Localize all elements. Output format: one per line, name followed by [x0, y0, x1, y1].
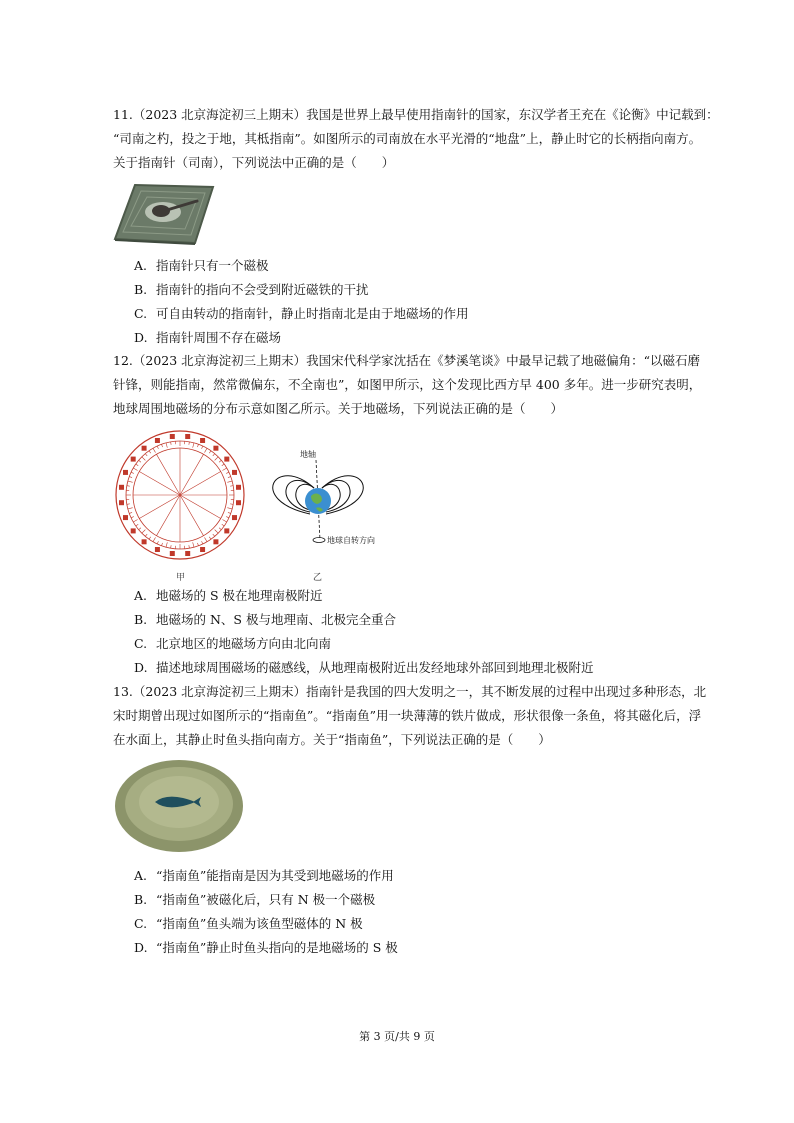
earth-axis-label: 地轴 [300, 450, 316, 459]
compass-rose-diagram [113, 428, 247, 562]
compass-glyph [213, 539, 218, 544]
compass-glyph [170, 434, 175, 439]
compass-glyph [232, 515, 237, 520]
compass-glyph [185, 551, 190, 556]
q11-option-d[interactable] [134, 330, 281, 346]
q12-line-2: 针锋，则能指南，然常微偏东，不全南也”，如图甲所示，这个发现比西方早 400 多年。进一步研究表明， [113, 377, 702, 392]
compass-glyph [236, 485, 241, 490]
compass-glyph [123, 470, 128, 475]
option-text: 指南针的指向不会受到附近磁铁的干扰 [156, 282, 369, 297]
earth-rotation-label: 地球自转方向 [327, 536, 375, 545]
option-text: 可自由转动的指南针，静止时指南北是由于地磁场的作用 [156, 306, 469, 321]
q12-option-a[interactable] [134, 588, 323, 604]
option-letter: B. [134, 892, 148, 907]
q11-line-3: 关于指南针（司南），下列说法中正确的是（ ） [113, 155, 395, 170]
compass-glyph [236, 500, 241, 505]
sinan-compass-photo [113, 181, 215, 245]
page-footer: 第 3 页/共 9 页 [359, 1030, 435, 1043]
option-text: “指南鱼”静止时鱼头指向的是地磁场的 S 极 [156, 940, 398, 955]
compass-glyph [200, 547, 205, 552]
compass-glyph [142, 446, 147, 451]
q13-option-a[interactable] [134, 868, 394, 884]
option-letter: B. [134, 282, 148, 297]
option-text: “指南鱼”被磁化后，只有 N 极一个磁极 [156, 892, 376, 907]
option-text: “指南鱼”能指南是因为其受到地磁场的作用 [156, 868, 394, 883]
compass-glyph [119, 485, 124, 490]
option-text: 地磁场的 S 极在地理南极附近 [156, 588, 323, 603]
compass-glyph [224, 528, 229, 533]
option-letter: D. [134, 330, 148, 345]
q13-option-c[interactable] [134, 916, 363, 932]
compass-glyph [185, 434, 190, 439]
option-letter: D. [134, 660, 148, 675]
q11-option-c[interactable] [134, 306, 469, 322]
option-text: 北京地区的地磁场方向由北向南 [156, 636, 332, 651]
option-letter: A. [134, 588, 148, 603]
compass-glyph [232, 470, 237, 475]
figure-label-yi: 乙 [313, 573, 323, 583]
option-text: 地磁场的 N、S 极与地理南、北极完全重合 [156, 612, 396, 627]
compass-glyph [142, 539, 147, 544]
figure-label-jia: 甲 [176, 573, 186, 583]
compass-glyph [224, 457, 229, 462]
q11-line-2: “司南之杓，投之于地，其柢指南”。如图所示的司南放在水平光滑的“地盘”上，静止时它的长柄指向南方。 [113, 131, 702, 146]
compass-glyph [155, 438, 160, 443]
compass-glyph [123, 515, 128, 520]
compass-glyph [131, 528, 136, 533]
south-pointing-fish-photo [113, 758, 245, 854]
option-letter: D. [134, 940, 148, 955]
compass-glyph [131, 457, 136, 462]
q13-line-3: 在水面上，其静止时鱼头指向南方。关于“指南鱼”，下列说法正确的是（ ） [113, 732, 551, 747]
option-text: 指南针周围不存在磁场 [156, 330, 282, 345]
q13-line-1: 13.（2023 北京海淀初三上期末）指南针是我国的四大发明之一，其不断发展的过程中出现过多种形态，北 [113, 684, 707, 699]
q13-option-b[interactable] [134, 892, 375, 908]
q11-line-1: 11.（2023 北京海淀初三上期末）我国是世界上最早使用指南针的国家，东汉学者王充在《论衡》中记载到： [113, 107, 719, 122]
q12-option-c[interactable] [134, 636, 331, 652]
compass-glyph [213, 446, 218, 451]
option-text: 描述地球周围磁场的磁感线，从地理南极附近出发经地球外部回到地理北极附近 [156, 660, 594, 675]
q11-option-b[interactable] [134, 282, 369, 298]
option-letter: C. [134, 916, 148, 931]
option-letter: C. [134, 636, 148, 651]
compass-glyph [155, 547, 160, 552]
option-text: 指南针只有一个磁极 [156, 258, 269, 273]
earth-magnetic-field-diagram [256, 446, 386, 554]
option-letter: A. [134, 258, 148, 273]
q12-line-1: 12.（2023 北京海淀初三上期末）我国宋代科学家沈括在《梦溪笔谈》中最早记载了地磁偏角：“以磁石磨 [113, 353, 701, 368]
option-letter: A. [134, 868, 148, 883]
option-letter: B. [134, 612, 148, 627]
q11-option-a[interactable] [134, 258, 269, 274]
compass-glyph [170, 551, 175, 556]
q13-line-2: 宋时期曾出现过如图所示的“指南鱼”。“指南鱼”用一块薄薄的铁片做成，形状很像一条鱼，将其磁化后，浮 [113, 708, 702, 723]
compass-glyph [200, 438, 205, 443]
compass-glyph [119, 500, 124, 505]
q13-option-d[interactable] [134, 940, 398, 956]
option-text: “指南鱼”鱼头端为该鱼型磁体的 N 极 [156, 916, 363, 931]
q12-option-d[interactable] [134, 660, 594, 676]
option-letter: C. [134, 306, 148, 321]
q12-line-3: 地球周围地磁场的分布示意如图乙所示。关于地磁场，下列说法正确的是（ ） [113, 401, 564, 416]
q12-option-b[interactable] [134, 612, 396, 628]
